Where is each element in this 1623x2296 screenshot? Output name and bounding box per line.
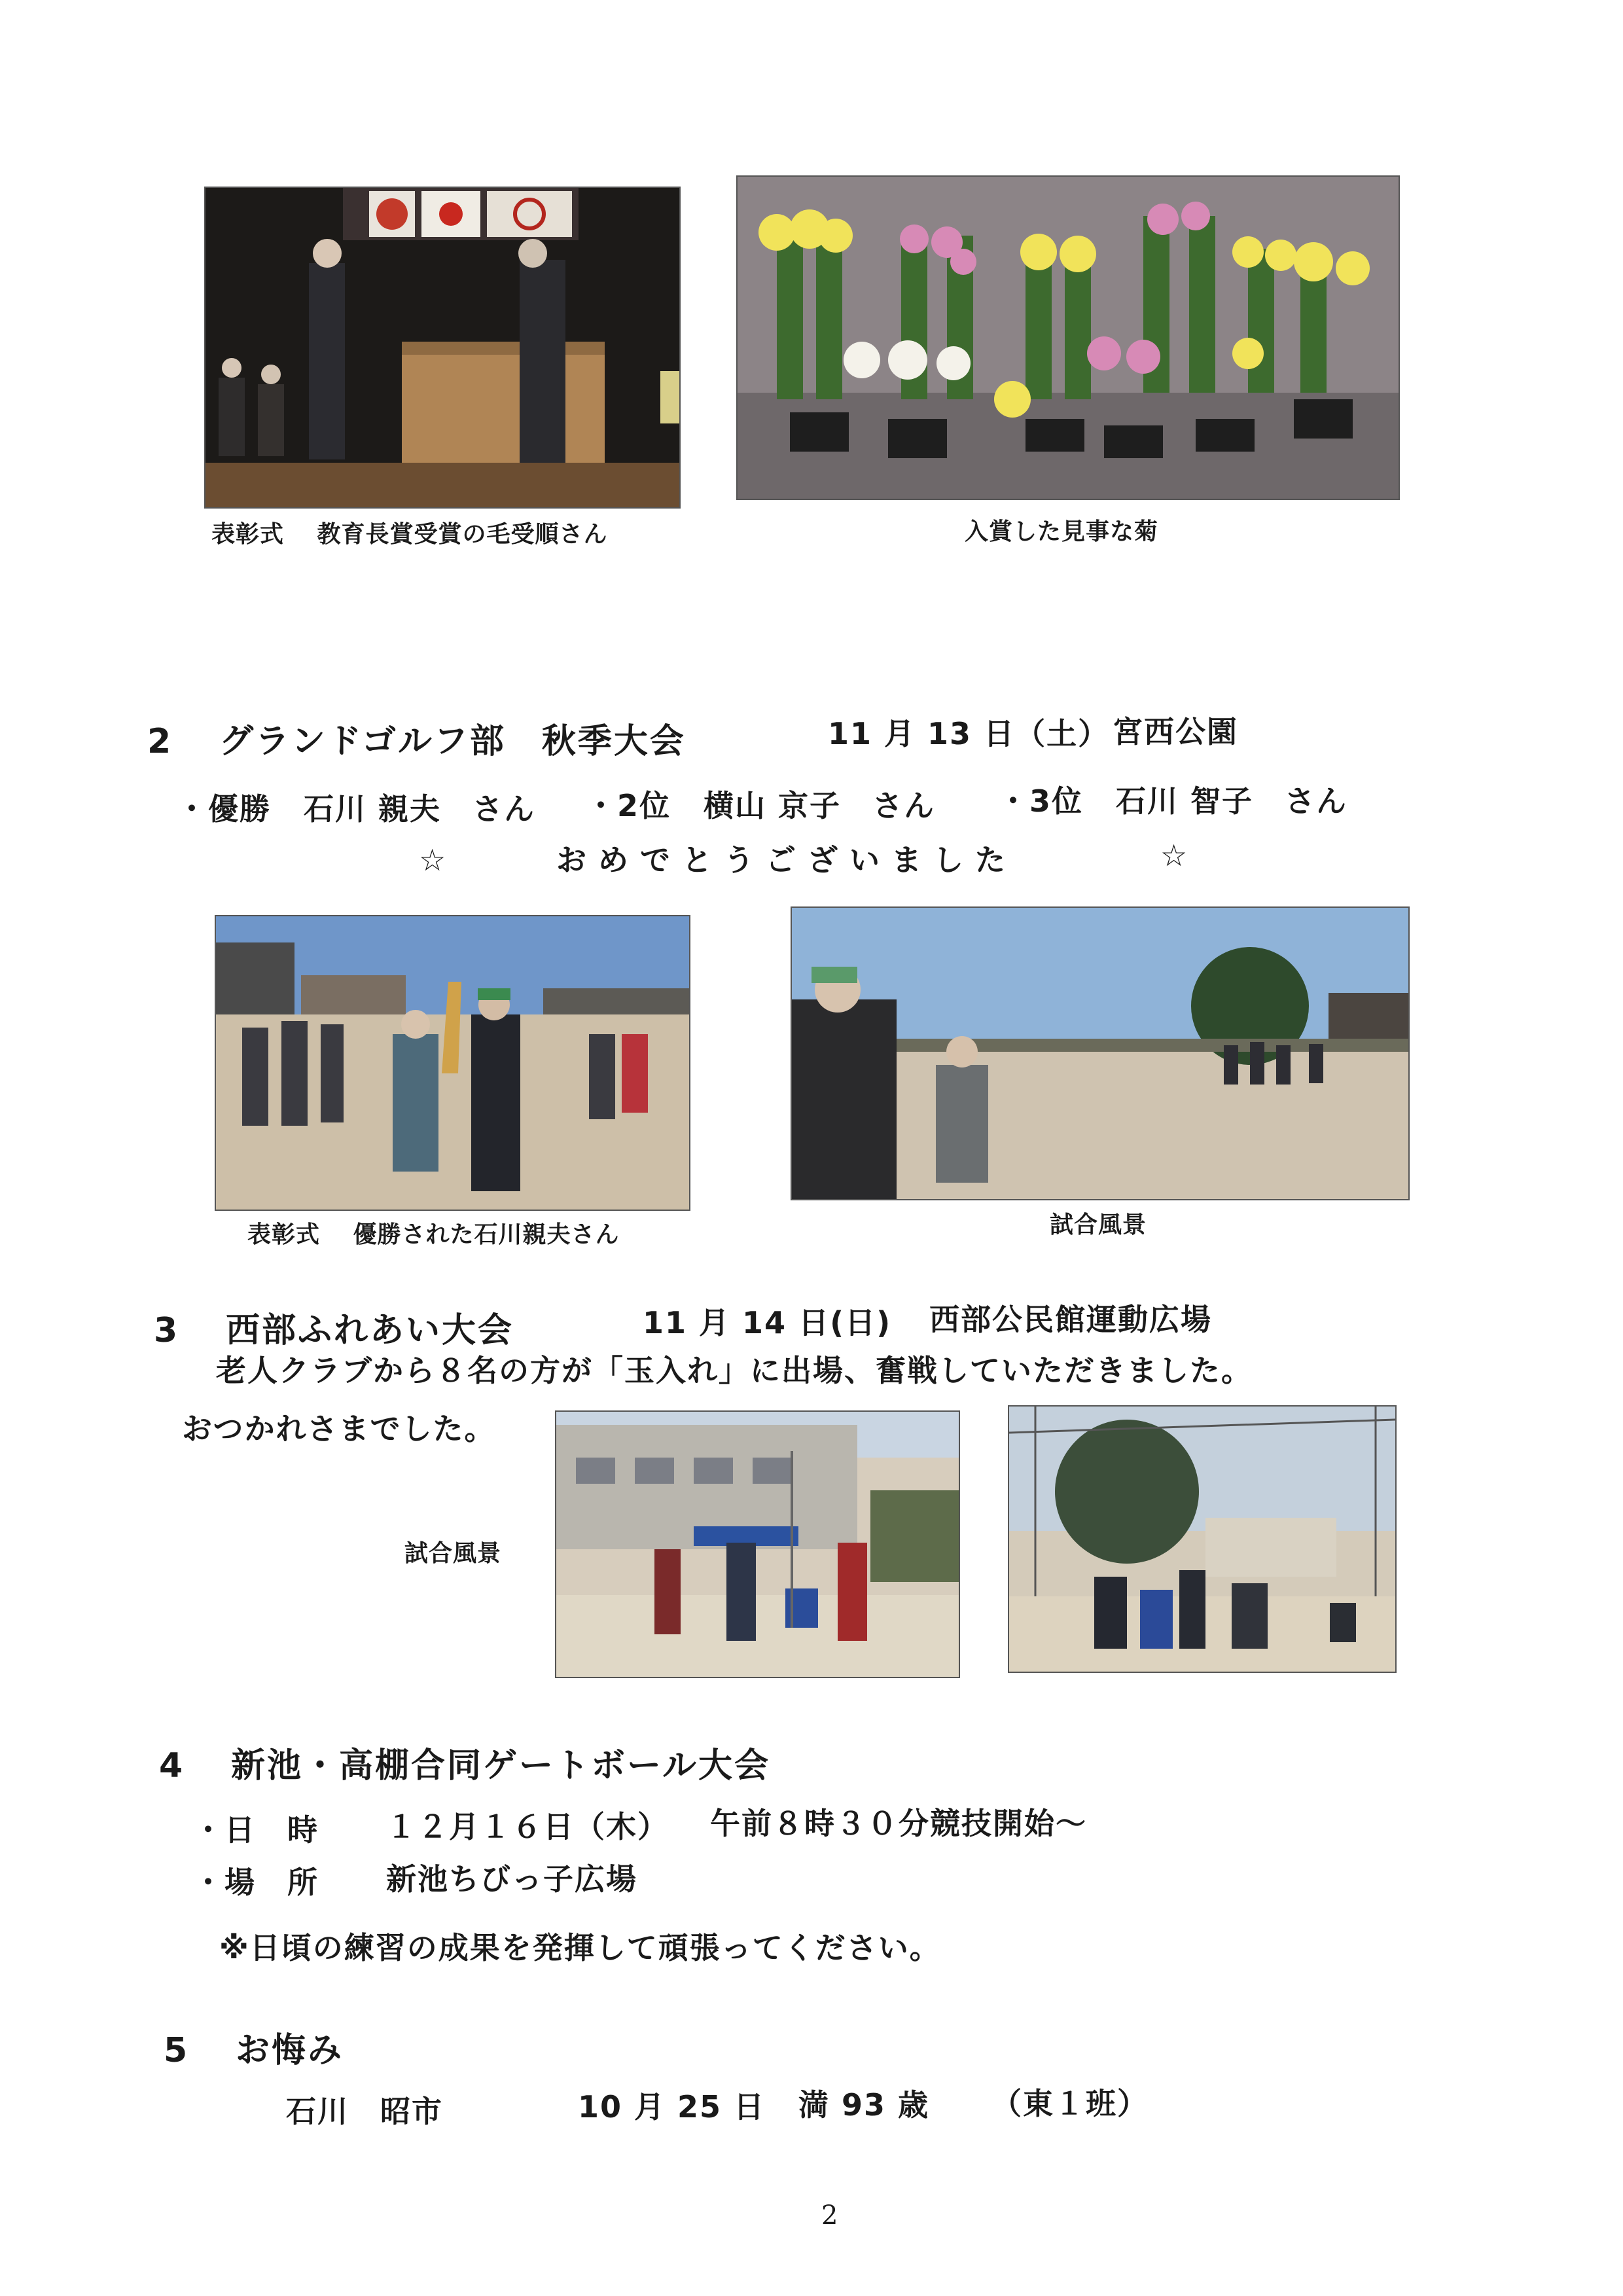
section-2-venue: 宮西公園 xyxy=(1113,714,1238,749)
section-5-age: 満 93 歳 xyxy=(798,2087,930,2123)
section-4-heading xyxy=(159,1738,770,1787)
star-icon: ☆ xyxy=(1160,838,1189,873)
section-3-number: 3 xyxy=(154,1311,180,1350)
winner-1-rank: ・優勝 xyxy=(177,791,271,827)
caption-chrysanthemum: 入賞した見事な菊 xyxy=(965,518,1159,545)
award-ceremony-photo xyxy=(204,187,681,509)
section-3-heading xyxy=(154,1302,514,1352)
caption-award-ceremony: 表彰式 教育長賞受賞の毛受順さん xyxy=(211,521,608,548)
section-2-date: 11 月 13 日（土） xyxy=(828,716,1110,751)
winner-1-name: 石川 親夫 さん xyxy=(304,791,536,827)
section-4-date-value: １２月１６日（木） xyxy=(386,1809,669,1844)
section-5-group: （東１班） xyxy=(991,2086,1149,2121)
winner-3-rank: ・3位 xyxy=(998,783,1084,819)
section-5-heading xyxy=(164,2022,344,2072)
congrats-message: おめでとうございました xyxy=(556,842,1017,878)
section-4-title: 新池・高棚合同ゲートボール大会 xyxy=(231,1746,770,1785)
section-4-place-label: ・場 所 xyxy=(193,1865,319,1900)
section-4-date-label: ・日 時 xyxy=(193,1812,319,1848)
section-3-date: 11 月 14 日(日) xyxy=(643,1305,892,1340)
section-5-number: 5 xyxy=(164,2031,190,2070)
section-2-heading xyxy=(147,713,686,762)
winner-2-rank: ・2位 xyxy=(586,788,671,823)
section-3-title: 西部ふれあい大会 xyxy=(226,1311,514,1350)
section-5-name: 石川 昭市 xyxy=(286,2094,443,2129)
page-number: 2 xyxy=(821,2200,838,2231)
winner-3 xyxy=(998,778,1347,821)
section-3-line2: おつかれさまでした。 xyxy=(182,1411,496,1446)
section-2-title: グランドゴルフ部 秋季大会 xyxy=(219,722,686,761)
section-5-date: 10 月 25 日 xyxy=(578,2089,766,2125)
winner-3-name: 石川 智子 さん xyxy=(1116,783,1348,819)
section-3-venue: 西部公民館運動広場 xyxy=(929,1302,1212,1337)
caption-tamaire: 試合風景 xyxy=(404,1540,502,1567)
star-icon: ☆ xyxy=(419,842,448,878)
tamaire-photo-2 xyxy=(1008,1405,1397,1673)
section-4-time-value: 午前８時３０分競技開始～ xyxy=(710,1806,1087,1841)
caption-golf-match: 試合風景 xyxy=(1050,1211,1147,1238)
tamaire-photo-1 xyxy=(555,1410,960,1678)
golf-award-photo xyxy=(215,915,690,1211)
section-3-line1: 老人クラブから８名の方が「玉入れ」に出場、奮戦していただきました。 xyxy=(216,1353,1253,1388)
section-4-place-value: 新池ちびっ子広場 xyxy=(386,1861,637,1897)
winner-2-name: 横山 京子 さん xyxy=(704,788,936,823)
winner-1 xyxy=(177,785,535,829)
golf-match-photo xyxy=(791,906,1410,1200)
winner-2 xyxy=(586,782,935,825)
section-4-note: ※日頃の練習の成果を発揮して頑張ってください。 xyxy=(219,1930,941,1965)
section-4-number: 4 xyxy=(159,1746,185,1785)
section-2-number: 2 xyxy=(147,722,173,761)
caption-golf-award: 表彰式 優勝された石川親夫さん xyxy=(247,1221,620,1248)
section-5-title: お悔み xyxy=(236,2031,344,2070)
chrysanthemum-photo xyxy=(736,175,1400,500)
